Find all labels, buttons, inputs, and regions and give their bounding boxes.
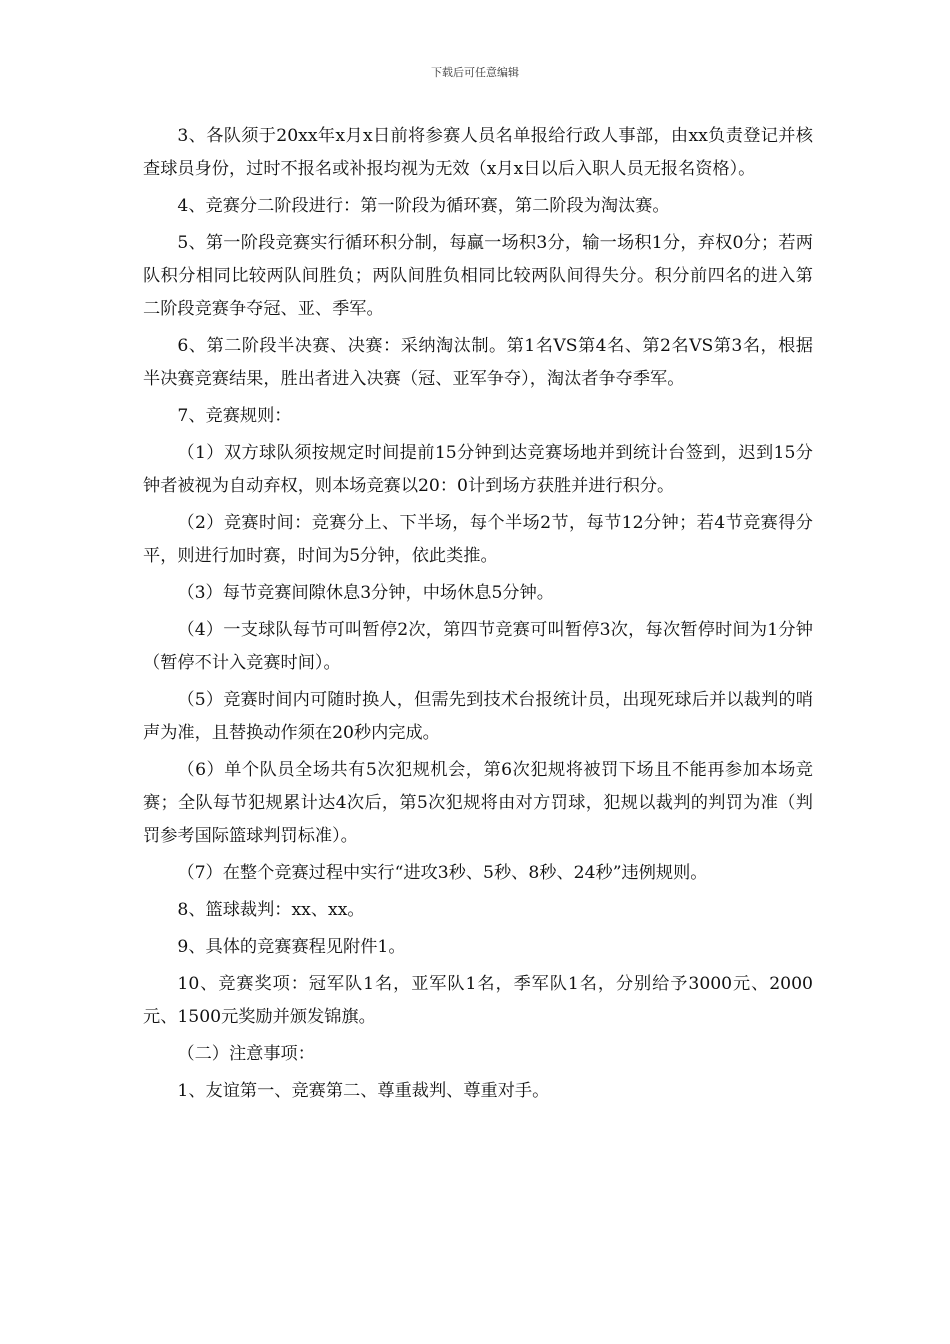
paragraph-rule-2: （2）竞赛时间：竞赛分上、下半场，每个半场2节，每节12分钟；若4节竞赛得分平，则进行加时赛，时间为5分钟，依此类推。 xyxy=(143,513,813,566)
paragraph-knockout: 6、第二阶段半决赛、决赛：采纳淘汰制。第1名VS第4名、第2名VS第3名，根据半决赛竞赛结果，胜出者进入决赛（冠、亚军争夺），淘汰者争夺季军。 xyxy=(143,336,813,389)
paragraph-rule-7: （7）在整个竞赛过程中实行“进攻3秒、5秒、8秒、24秒”违例规则。 xyxy=(177,863,708,883)
paragraph-rule-5: （5）竞赛时间内可随时换人，但需先到技术台报统计员，出现死球后并以裁判的哨声为准，且替换动作须在20秒内完成。 xyxy=(143,690,813,743)
paragraph-notes-heading: （二）注意事项： xyxy=(177,1044,315,1064)
paragraph-round-robin: 5、第一阶段竞赛实行循环积分制，每赢一场积3分，输一场积1分，弃权0分；若两队积分相同比较两队间胜负；两队间胜负相同比较两队间得失分。积分前四名的进入第二阶段竞赛争夺冠、亚、季军。 xyxy=(143,233,813,319)
paragraph-note-1: 1、友谊第一、竞赛第二、尊重裁判、尊重对手。 xyxy=(177,1081,550,1101)
paragraph-rule-6: （6）单个队员全场共有5次犯规机会，第6次犯规将被罚下场且不能再参加本场竞赛；全队每节犯规累计达4次后，第5次犯规将由对方罚球，犯规以裁判的判罚为准（判罚参考国际篮球判罚标准）。 xyxy=(143,760,813,846)
paragraph-awards: 10、竞赛奖项：冠军队1名，亚军队1名，季军队1名，分别给予3000元、2000元、1500元奖励并颁发锦旗。 xyxy=(143,974,813,1027)
paragraph-rule-4: （4）一支球队每节可叫暂停2次，第四节竞赛可叫暂停3次，每次暂停时间为1分钟（暂停不计入竞赛时间）。 xyxy=(143,620,813,673)
paragraph-schedule: 9、具体的竞赛赛程见附件1。 xyxy=(177,937,406,957)
paragraph-rule-1: （1）双方球队须按规定时间提前15分钟到达竞赛场地并到统计台签到，迟到15分钟者被视为自动弃权，则本场竞赛以20：0计到场方获胜并进行积分。 xyxy=(143,443,813,496)
paragraph-stages: 4、竞赛分二阶段进行：第一阶段为循环赛，第二阶段为淘汰赛。 xyxy=(177,196,670,216)
page-header-note: 下载后可任意编辑 xyxy=(431,66,519,79)
paragraph-rule-3: （3）每节竞赛间隙休息3分钟，中场休息5分钟。 xyxy=(177,583,554,603)
paragraph-rules-heading: 7、竞赛规则： xyxy=(177,406,292,426)
paragraph-registration: 3、各队须于20xx年x月x日前将参赛人员名单报给行政人事部，由xx负责登记并核查球员身份，过时不报名或补报均视为无效（x月x日以后入职人员无报名资格）。 xyxy=(143,126,813,179)
document-body xyxy=(143,120,813,1112)
paragraph-referees: 8、篮球裁判：xx、xx。 xyxy=(177,900,365,920)
